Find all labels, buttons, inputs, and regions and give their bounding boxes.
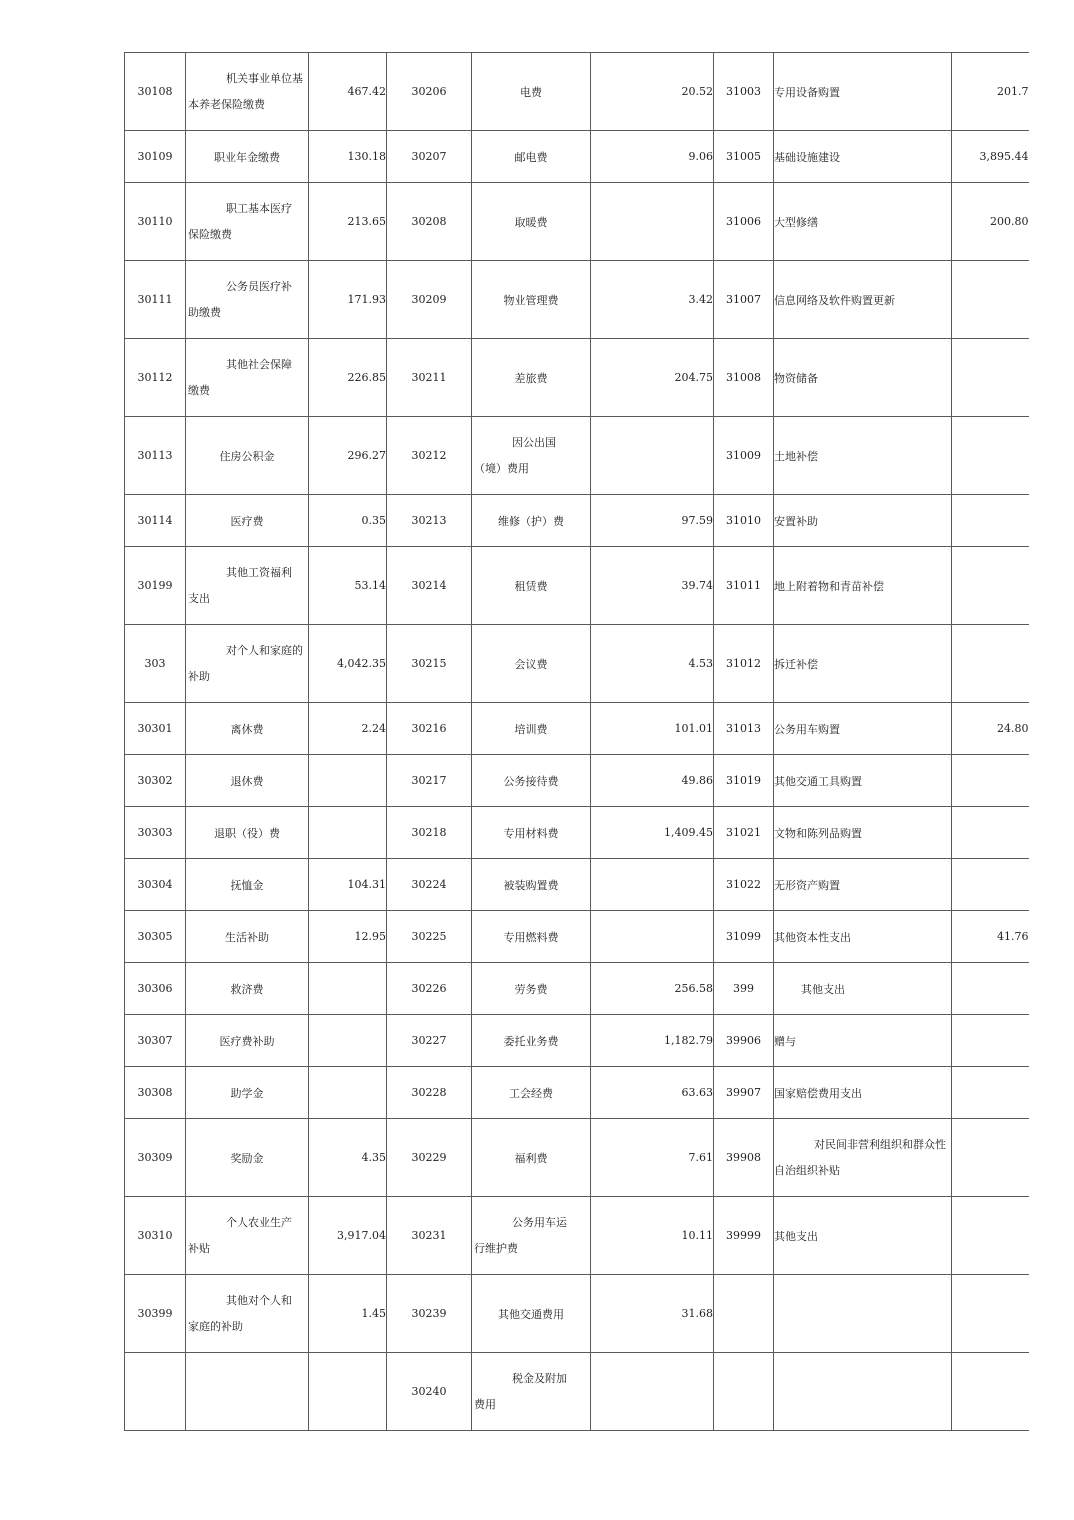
cell-c3: 296.27	[309, 417, 387, 495]
cell-c8: 赠与	[774, 1015, 952, 1067]
cell-c4: 30215	[387, 625, 472, 703]
cell-c4: 30231	[387, 1197, 472, 1275]
cell-c8: 基础设施建设	[774, 131, 952, 183]
cell-c7: 31013	[714, 703, 774, 755]
table-row	[125, 625, 1029, 703]
cell-c9	[952, 859, 1029, 911]
cell-c7	[714, 1353, 774, 1431]
cell-c9: 3,895.44	[952, 131, 1029, 183]
cell-c9	[952, 1197, 1029, 1275]
cell-c2: 公务员医疗补 助缴费	[186, 261, 309, 339]
cell-c8: 公务用车购置	[774, 703, 952, 755]
cell-c2: 对个人和家庭的 补助	[186, 625, 309, 703]
cell-c3: 4,042.35	[309, 625, 387, 703]
cell-c4: 30239	[387, 1275, 472, 1353]
cell-c5: 税金及附加 费用	[472, 1353, 591, 1431]
cell-c6: 204.75	[591, 339, 714, 417]
table-row	[125, 807, 1029, 859]
cell-c3: 226.85	[309, 339, 387, 417]
cell-c2: 医疗费补助	[186, 1015, 309, 1067]
cell-c7: 31022	[714, 859, 774, 911]
cell-c1: 30301	[125, 703, 186, 755]
cell-c3: 104.31	[309, 859, 387, 911]
cell-c9	[952, 963, 1029, 1015]
cell-c6	[591, 911, 714, 963]
cell-c6	[591, 183, 714, 261]
cell-c2: 个人农业生产 补贴	[186, 1197, 309, 1275]
cell-c4: 30212	[387, 417, 472, 495]
cell-c9	[952, 339, 1029, 417]
cell-c1: 30113	[125, 417, 186, 495]
cell-c8	[774, 1275, 952, 1353]
cell-c8: 地上附着物和青苗补偿	[774, 547, 952, 625]
cell-c6: 63.63	[591, 1067, 714, 1119]
cell-c5: 公务用车运 行维护费	[472, 1197, 591, 1275]
cell-c4: 30206	[387, 53, 472, 131]
cell-c7: 39907	[714, 1067, 774, 1119]
cell-c9: 24.80	[952, 703, 1029, 755]
cell-c1: 30114	[125, 495, 186, 547]
cell-c9	[952, 495, 1029, 547]
cell-c4: 30228	[387, 1067, 472, 1119]
table-row	[125, 131, 1029, 183]
cell-c6: 39.74	[591, 547, 714, 625]
cell-c7: 31009	[714, 417, 774, 495]
cell-c6: 3.42	[591, 261, 714, 339]
cell-c9	[952, 625, 1029, 703]
cell-c2: 其他工资福利 支出	[186, 547, 309, 625]
cell-c7	[714, 1275, 774, 1353]
cell-c2: 离休费	[186, 703, 309, 755]
cell-c7: 31005	[714, 131, 774, 183]
cell-c7: 39999	[714, 1197, 774, 1275]
cell-c6: 4.53	[591, 625, 714, 703]
cell-c1: 30199	[125, 547, 186, 625]
cell-c1: 30111	[125, 261, 186, 339]
cell-c8: 其他支出	[774, 1197, 952, 1275]
cell-c1: 30302	[125, 755, 186, 807]
cell-c6: 10.11	[591, 1197, 714, 1275]
table-row	[125, 547, 1029, 625]
cell-c1: 30309	[125, 1119, 186, 1197]
cell-c6: 97.59	[591, 495, 714, 547]
cell-c2: 退职（役）费	[186, 807, 309, 859]
cell-c2: 住房公积金	[186, 417, 309, 495]
cell-c9	[952, 1353, 1029, 1431]
cell-c4: 30225	[387, 911, 472, 963]
cell-c5: 租赁费	[472, 547, 591, 625]
budget-table	[124, 52, 1029, 1431]
cell-c2: 生活补助	[186, 911, 309, 963]
cell-c3	[309, 1353, 387, 1431]
cell-c8: 国家赔偿费用支出	[774, 1067, 952, 1119]
cell-c8: 其他资本性支出	[774, 911, 952, 963]
cell-c6: 1,182.79	[591, 1015, 714, 1067]
table-row	[125, 339, 1029, 417]
table-row	[125, 261, 1029, 339]
cell-c7: 39908	[714, 1119, 774, 1197]
cell-c9	[952, 547, 1029, 625]
cell-c7: 399	[714, 963, 774, 1015]
cell-c1: 30109	[125, 131, 186, 183]
cell-c5: 工会经费	[472, 1067, 591, 1119]
cell-c9	[952, 417, 1029, 495]
cell-c5: 劳务费	[472, 963, 591, 1015]
cell-c9: 200.80	[952, 183, 1029, 261]
cell-c2: 抚恤金	[186, 859, 309, 911]
cell-c5: 因公出国 （境）费用	[472, 417, 591, 495]
cell-c7: 31021	[714, 807, 774, 859]
cell-c7: 31007	[714, 261, 774, 339]
cell-c8: 专用设备购置	[774, 53, 952, 131]
cell-c4: 30211	[387, 339, 472, 417]
cell-c3: 4.35	[309, 1119, 387, 1197]
cell-c5: 委托业务费	[472, 1015, 591, 1067]
cell-c1: 30303	[125, 807, 186, 859]
cell-c6: 256.58	[591, 963, 714, 1015]
cell-c5: 维修（护）费	[472, 495, 591, 547]
cell-c3: 2.24	[309, 703, 387, 755]
cell-c6: 31.68	[591, 1275, 714, 1353]
cell-c7: 31099	[714, 911, 774, 963]
cell-c5: 福利费	[472, 1119, 591, 1197]
cell-c7: 31019	[714, 755, 774, 807]
cell-c3: 53.14	[309, 547, 387, 625]
cell-c7: 31003	[714, 53, 774, 131]
cell-c2: 救济费	[186, 963, 309, 1015]
cell-c6: 49.86	[591, 755, 714, 807]
cell-c3	[309, 1067, 387, 1119]
cell-c2: 机关事业单位基 本养老保险缴费	[186, 53, 309, 131]
cell-c7: 31006	[714, 183, 774, 261]
cell-c3	[309, 755, 387, 807]
table-row	[125, 703, 1029, 755]
cell-c7: 31012	[714, 625, 774, 703]
cell-c1: 30308	[125, 1067, 186, 1119]
cell-c5: 专用燃料费	[472, 911, 591, 963]
cell-c8: 大型修缮	[774, 183, 952, 261]
cell-c6: 20.52	[591, 53, 714, 131]
cell-c1	[125, 1353, 186, 1431]
table-row	[125, 963, 1029, 1015]
cell-c8: 其他交通工具购置	[774, 755, 952, 807]
cell-c5: 邮电费	[472, 131, 591, 183]
table-row	[125, 495, 1029, 547]
cell-c1: 30307	[125, 1015, 186, 1067]
cell-c8: 拆迁补偿	[774, 625, 952, 703]
cell-c4: 30214	[387, 547, 472, 625]
cell-c5: 物业管理费	[472, 261, 591, 339]
cell-c9: 201.7	[952, 53, 1029, 131]
cell-c3: 130.18	[309, 131, 387, 183]
cell-c1: 30399	[125, 1275, 186, 1353]
cell-c4: 30209	[387, 261, 472, 339]
cell-c1: 30305	[125, 911, 186, 963]
cell-c4: 30218	[387, 807, 472, 859]
cell-c2	[186, 1353, 309, 1431]
cell-c7: 39906	[714, 1015, 774, 1067]
cell-c3	[309, 1015, 387, 1067]
cell-c2: 职工基本医疗 保险缴费	[186, 183, 309, 261]
cell-c1: 30110	[125, 183, 186, 261]
cell-c8: 安置补助	[774, 495, 952, 547]
cell-c7: 31011	[714, 547, 774, 625]
cell-c4: 30226	[387, 963, 472, 1015]
cell-c8: 物资储备	[774, 339, 952, 417]
cell-c4: 30227	[387, 1015, 472, 1067]
cell-c2: 医疗费	[186, 495, 309, 547]
cell-c3: 1.45	[309, 1275, 387, 1353]
cell-c5: 公务接待费	[472, 755, 591, 807]
cell-c4: 30240	[387, 1353, 472, 1431]
cell-c5: 会议费	[472, 625, 591, 703]
table-row	[125, 53, 1029, 131]
cell-c8: 土地补偿	[774, 417, 952, 495]
cell-c8: 无形资产购置	[774, 859, 952, 911]
cell-c1: 30306	[125, 963, 186, 1015]
cell-c9	[952, 1067, 1029, 1119]
cell-c6	[591, 417, 714, 495]
cell-c2: 其他对个人和 家庭的补助	[186, 1275, 309, 1353]
cell-c9	[952, 1275, 1029, 1353]
cell-c5: 差旅费	[472, 339, 591, 417]
cell-c4: 30224	[387, 859, 472, 911]
cell-c4: 30229	[387, 1119, 472, 1197]
cell-c9	[952, 807, 1029, 859]
cell-c8: 其他支出	[774, 963, 952, 1015]
cell-c9	[952, 1119, 1029, 1197]
cell-c9: 41.76	[952, 911, 1029, 963]
cell-c9	[952, 1015, 1029, 1067]
cell-c5: 其他交通费用	[472, 1275, 591, 1353]
cell-c3: 12.95	[309, 911, 387, 963]
cell-c6: 9.06	[591, 131, 714, 183]
cell-c2: 退休费	[186, 755, 309, 807]
cell-c2: 助学金	[186, 1067, 309, 1119]
table-row	[125, 417, 1029, 495]
table-row	[125, 1197, 1029, 1275]
cell-c3: 213.65	[309, 183, 387, 261]
cell-c5: 专用材料费	[472, 807, 591, 859]
cell-c6: 101.01	[591, 703, 714, 755]
cell-c5: 取暖费	[472, 183, 591, 261]
table-row	[125, 1275, 1029, 1353]
table-row	[125, 859, 1029, 911]
table-body	[125, 53, 1029, 1431]
cell-c2: 其他社会保障 缴费	[186, 339, 309, 417]
cell-c5: 被装购置费	[472, 859, 591, 911]
cell-c3: 3,917.04	[309, 1197, 387, 1275]
cell-c3	[309, 963, 387, 1015]
cell-c6: 7.61	[591, 1119, 714, 1197]
cell-c5: 培训费	[472, 703, 591, 755]
cell-c4: 30208	[387, 183, 472, 261]
cell-c1: 30304	[125, 859, 186, 911]
table-row	[125, 1119, 1029, 1197]
cell-c8: 文物和陈列品购置	[774, 807, 952, 859]
cell-c1: 30108	[125, 53, 186, 131]
cell-c8	[774, 1353, 952, 1431]
cell-c6: 1,409.45	[591, 807, 714, 859]
cell-c6	[591, 859, 714, 911]
cell-c1: 30112	[125, 339, 186, 417]
cell-c1: 30310	[125, 1197, 186, 1275]
cell-c9	[952, 755, 1029, 807]
cell-c4: 30216	[387, 703, 472, 755]
cell-c9	[952, 261, 1029, 339]
cell-c3: 467.42	[309, 53, 387, 131]
cell-c1: 303	[125, 625, 186, 703]
cell-c5: 电费	[472, 53, 591, 131]
cell-c8: 对民间非营利组织和群众性 自治组织补贴	[774, 1119, 952, 1197]
cell-c4: 30213	[387, 495, 472, 547]
cell-c6	[591, 1353, 714, 1431]
cell-c3	[309, 807, 387, 859]
cell-c7: 31008	[714, 339, 774, 417]
cell-c2: 职业年金缴费	[186, 131, 309, 183]
table-row	[125, 183, 1029, 261]
cell-c3: 171.93	[309, 261, 387, 339]
table-row	[125, 755, 1029, 807]
table-row	[125, 1353, 1029, 1431]
cell-c3: 0.35	[309, 495, 387, 547]
cell-c2: 奖励金	[186, 1119, 309, 1197]
cell-c4: 30217	[387, 755, 472, 807]
table-row	[125, 1015, 1029, 1067]
table-row	[125, 1067, 1029, 1119]
cell-c7: 31010	[714, 495, 774, 547]
cell-c4: 30207	[387, 131, 472, 183]
table-row	[125, 911, 1029, 963]
cell-c8: 信息网络及软件购置更新	[774, 261, 952, 339]
